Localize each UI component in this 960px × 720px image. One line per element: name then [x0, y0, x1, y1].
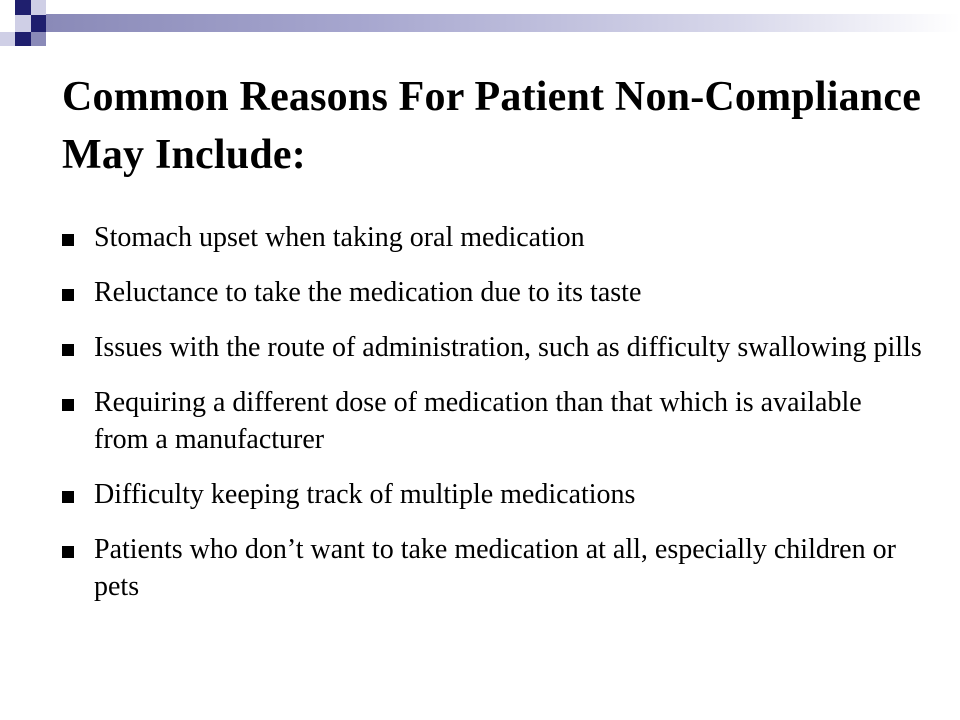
- square-bullet-icon: [62, 399, 74, 411]
- bullet-text: Requiring a different dose of medication than that which is available from a manufacturer: [94, 387, 862, 455]
- bullet-list: [62, 219, 922, 623]
- square-bullet-icon: [62, 344, 74, 356]
- decor-square: [31, 15, 46, 32]
- decor-square: [31, 0, 46, 15]
- square-bullet-icon: [62, 546, 74, 558]
- decor-square: [31, 32, 46, 46]
- square-bullet-icon: [62, 289, 74, 301]
- decor-square: [0, 32, 15, 46]
- decor-square: [15, 0, 31, 15]
- bullet-text: Reluctance to take the medication due to its taste: [94, 277, 642, 308]
- bullet-item: [62, 274, 922, 311]
- slide-title: Common Reasons For Patient Non-Compliance May Include:: [62, 74, 922, 178]
- bullet-item: [62, 476, 922, 513]
- bullet-text: Issues with the route of administration, such as difficulty swallowing pills: [94, 332, 922, 363]
- square-bullet-icon: [62, 234, 74, 246]
- bullet-item: [62, 219, 922, 256]
- decor-square: [15, 32, 31, 46]
- decor-square: [15, 15, 31, 32]
- bullet-item: [62, 384, 922, 458]
- bullet-text: Patients who don’t want to take medication at all, especially children or pets: [94, 534, 896, 602]
- square-bullet-icon: [62, 491, 74, 503]
- bullet-item: [62, 329, 922, 366]
- header-decoration: [0, 0, 960, 60]
- bullet-item: [62, 531, 922, 605]
- bullet-text: Difficulty keeping track of multiple medications: [94, 479, 636, 510]
- bullet-text: Stomach upset when taking oral medication: [94, 222, 585, 253]
- header-gradient-band: [46, 14, 960, 32]
